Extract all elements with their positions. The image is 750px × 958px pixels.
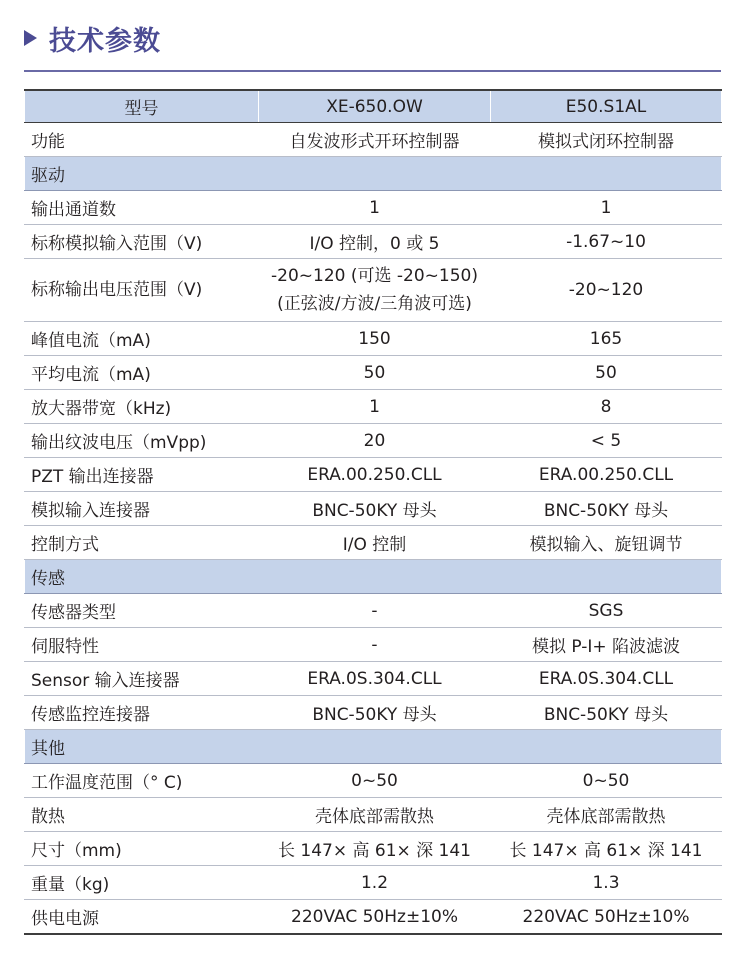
row-value: 壳体底部需散热 [259,798,491,832]
table-row [25,594,722,628]
row-value: 模拟式闭环控制器 [491,123,722,157]
table-row [25,526,722,560]
row-value: BNC-50KY 母头 [259,492,491,526]
row-label: 传感器类型 [25,594,259,628]
row-label: Sensor 输入连接器 [25,662,259,696]
row-value: 1 [491,191,722,225]
section-row [25,157,722,191]
table-row [25,832,722,866]
row-label: 功能 [25,123,259,157]
section-heading [24,18,161,58]
table-row [25,696,722,730]
row-label: 放大器带宽（kHz) [25,390,259,424]
row-label: 伺服特性 [25,628,259,662]
triangle-bullet-icon [24,30,37,46]
row-label: 重量（kg) [25,866,259,900]
row-label: 峰值电流（mA) [25,322,259,356]
table-row [25,866,722,900]
table-row [25,356,722,390]
row-value: -1.67~10 [491,225,722,259]
row-value: ERA.0S.304.CLL [491,662,722,696]
table-row [25,764,722,798]
row-value: SGS [491,594,722,628]
row-label: PZT 输出连接器 [25,458,259,492]
row-label: 输出通道数 [25,191,259,225]
section-title: 其他 [25,730,722,764]
row-label: 标称模拟输入范围（V) [25,225,259,259]
row-value: 1.2 [259,866,491,900]
row-label: 平均电流（mA) [25,356,259,390]
row-value: 模拟 P-I+ 陷波滤波 [491,628,722,662]
row-value: 自发波形式开环控制器 [259,123,491,157]
table-header-row [25,90,722,123]
table-row [25,191,722,225]
table-row [25,662,722,696]
table-row [25,492,722,526]
row-value: 壳体底部需散热 [491,798,722,832]
row-value: ERA.0S.304.CLL [259,662,491,696]
spec-table [24,89,722,935]
heading-divider [24,70,721,72]
table-row [25,798,722,832]
row-value: I/O 控制 [259,526,491,560]
table-row [25,458,722,492]
section-title: 驱动 [25,157,722,191]
row-value: 长 147× 高 61× 深 141 [259,832,491,866]
header-cell-model: 型号 [25,90,259,123]
row-value: < 5 [491,424,722,458]
row-value: 0~50 [259,764,491,798]
row-value: 220VAC 50Hz±10% [259,900,491,935]
row-label: 尺寸（mm) [25,832,259,866]
row-value: 150 [259,322,491,356]
header-cell-product-1: XE-650.OW [259,90,491,123]
row-label: 散热 [25,798,259,832]
row-label: 模拟输入连接器 [25,492,259,526]
row-value: ERA.00.250.CLL [491,458,722,492]
row-value: 50 [259,356,491,390]
row-value: 1 [259,191,491,225]
table-row [25,123,722,157]
row-value: 长 147× 高 61× 深 141 [491,832,722,866]
table-row [25,225,722,259]
row-label: 供电电源 [25,900,259,935]
section-row [25,730,722,764]
row-value: 1 [259,390,491,424]
row-value: I/O 控制，0 或 5 [259,225,491,259]
row-value: 模拟输入、旋钮调节 [491,526,722,560]
row-value: 1.3 [491,866,722,900]
table-row [25,424,722,458]
header-cell-product-2: E50.S1AL [491,90,722,123]
section-row [25,560,722,594]
row-value: 8 [491,390,722,424]
row-label: 控制方式 [25,526,259,560]
row-value: -20~120 (可选 -20~150) (正弦波/方波/三角波可选) [259,259,491,322]
row-value: BNC-50KY 母头 [491,696,722,730]
section-title: 技术参数 [49,25,161,57]
table-row [25,322,722,356]
row-value: BNC-50KY 母头 [491,492,722,526]
row-label: 输出纹波电压（mVpp) [25,424,259,458]
row-value: 165 [491,322,722,356]
section-title: 传感 [25,560,722,594]
row-label: 工作温度范围（° C) [25,764,259,798]
row-value: BNC-50KY 母头 [259,696,491,730]
row-value: - [259,628,491,662]
row-value: 220VAC 50Hz±10% [491,900,722,935]
row-value: -20~120 [491,259,722,322]
table-row [25,259,722,322]
row-value: - [259,594,491,628]
table-row [25,390,722,424]
row-value: 0~50 [491,764,722,798]
row-value: 50 [491,356,722,390]
row-label: 标称输出电压范围（V) [25,259,259,322]
row-value: ERA.00.250.CLL [259,458,491,492]
table-row [25,900,722,935]
row-value: 20 [259,424,491,458]
table-row [25,628,722,662]
row-label: 传感监控连接器 [25,696,259,730]
